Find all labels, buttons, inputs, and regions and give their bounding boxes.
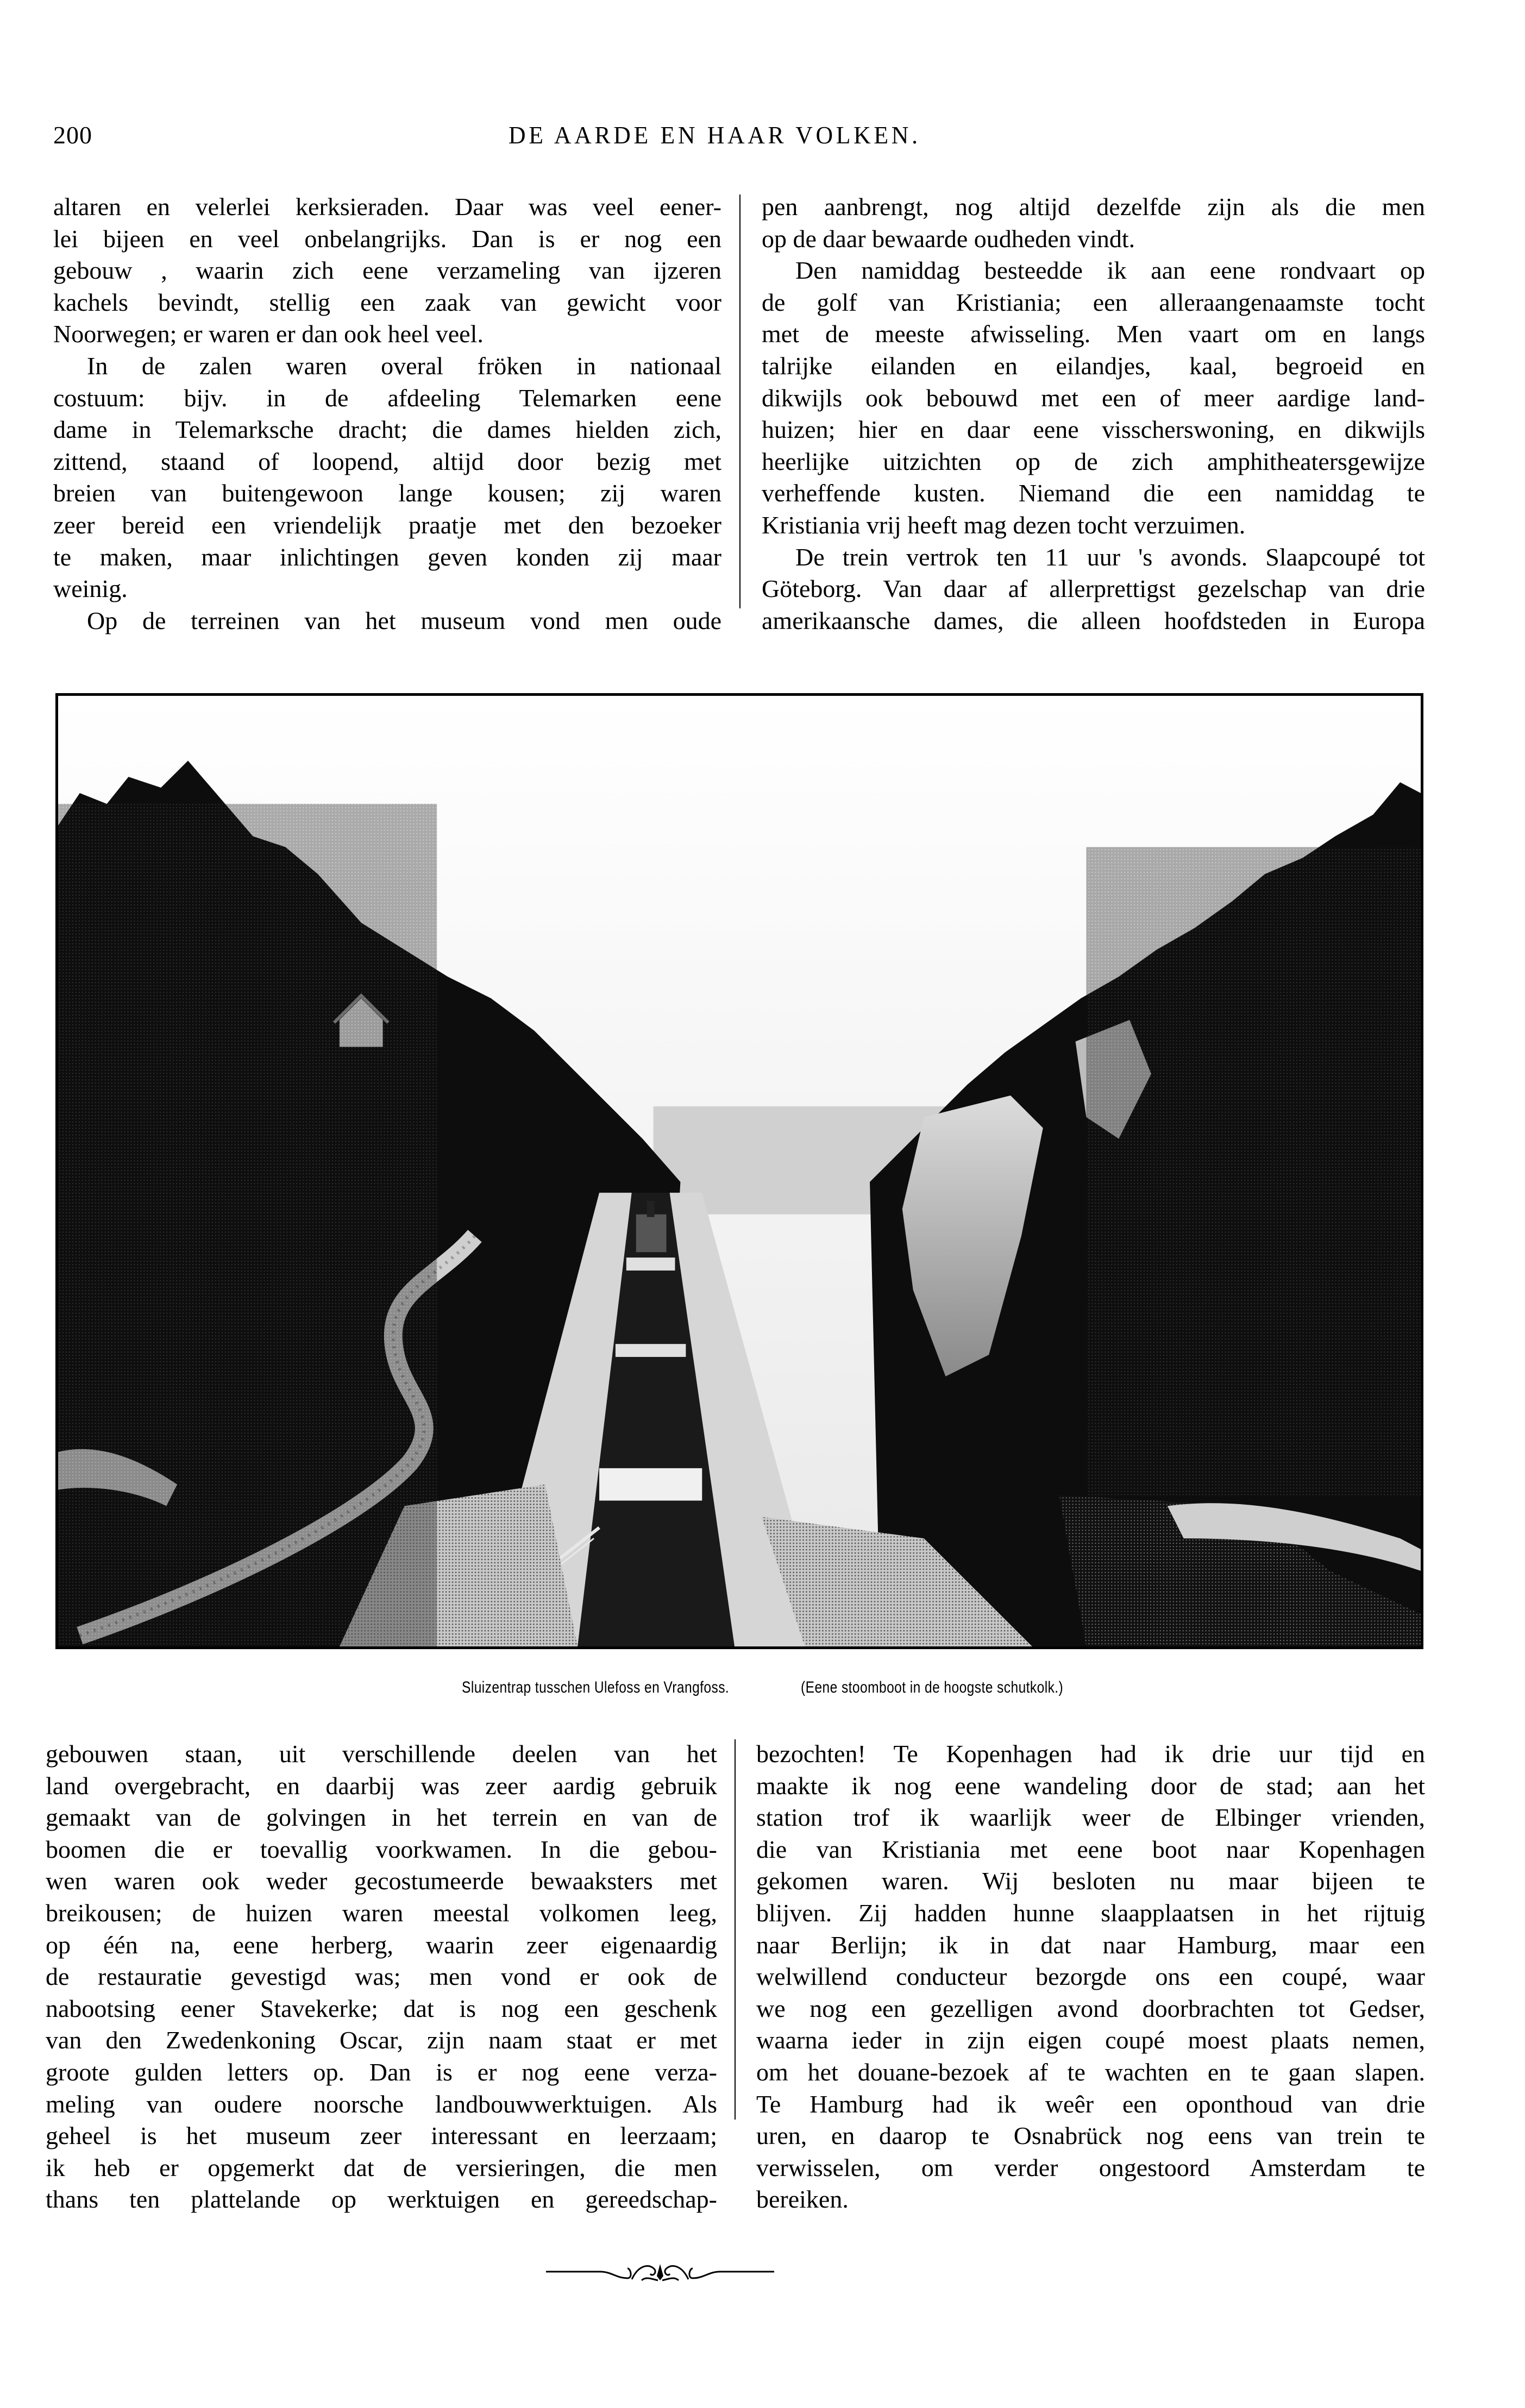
running-head: [53, 121, 1425, 153]
bottom-left-column: [46, 1738, 717, 2216]
text-line: zeer bereid een vriendelijk praatje met den bezoeker: [53, 511, 721, 539]
column-divider: [735, 1739, 736, 2120]
text-line: In de zalen waren overal fröken in nationaal: [87, 351, 721, 380]
caption-title: Sluizentrap tusschen Ulefoss en Vrangfoss.: [462, 1678, 730, 1696]
text-line: welwillend conducteur bezorgde ons een coupé, waar: [756, 1963, 1425, 1991]
text-line: ik heb er opgemerkt dat de versieringen, die men: [46, 2153, 717, 2181]
tailpiece-scroll-ornament-icon: [546, 2260, 774, 2284]
text-line: kachels bevindt, stellig een zaak van gewicht voor: [53, 288, 721, 316]
text-line: gebouwen staan, uit verschillende deelen van het: [46, 1740, 717, 1768]
text-line: breikousen; de huizen waren meestal volkomen leeg,: [46, 1898, 717, 1927]
text-line: gebouw , waarin zich eene verzameling van ijzeren: [53, 256, 721, 285]
text-line: die van Kristiania met eene boot naar Kopenhagen: [756, 1835, 1425, 1863]
text-line: huizen; hier en daar eene visscherswoning, en dikwijls: [762, 416, 1425, 444]
text-line: te maken, maar inlichtingen geven konden zij maar: [53, 543, 721, 571]
text-line: Te Hamburg had ik weêr een oponthoud van drie: [756, 2090, 1425, 2118]
text-line: heerlijke uitzichten op de zich amphitheatersgewijze: [762, 447, 1425, 475]
text-line: verwisselen, om verder ongestoord Amsterdam te: [756, 2153, 1425, 2181]
text-line: zittend, staand of loopend, altijd door bezig met: [53, 447, 721, 475]
text-line: Den namiddag besteedde ik aan eene rondvaart op: [795, 256, 1425, 285]
text-line: Op de terreinen van het museum vond men oude: [87, 606, 721, 634]
text-line: uren, en daarop te Osnabrück nog eens van trein te: [756, 2122, 1425, 2150]
text-line: weinig.: [53, 575, 128, 603]
top-right-column: [762, 191, 1425, 637]
text-line: de restauratie gevestigd was; men vond er ook de: [46, 1963, 717, 1991]
text-line: amerikaansche dames, die alleen hoofdsteden in Europa: [762, 606, 1425, 634]
page-number: 200: [53, 121, 92, 149]
text-line: van den Zwedenkoning Oscar, zijn naam staat er met: [46, 2026, 717, 2054]
text-line: naar Berlijn; ik in dat naar Hamburg, maar een: [756, 1931, 1425, 1959]
text-line: altaren en velerlei kerksieraden. Daar was veel eener-: [53, 193, 721, 221]
text-line: blijven. Zij hadden hunne slaapplaatsen in het rijtuig: [756, 1898, 1425, 1927]
text-line: bereiken.: [756, 2185, 849, 2214]
text-line: land overgebracht, en daarbij was zeer aardig gebruik: [46, 1771, 717, 1800]
text-line: maakte ik nog eene wandeling door de stad; aan het: [756, 1771, 1425, 1800]
figure-caption: [0, 1678, 1525, 1697]
top-left-column: [53, 191, 721, 637]
text-line: thans ten plattelande op werktuigen en gereedschap-: [46, 2185, 717, 2214]
column-divider: [739, 194, 740, 608]
text-line: op de daar bewaarde oudheden vindt.: [762, 224, 1135, 253]
text-line: costuum: bijv. in de afdeeling Telemarken eene: [53, 383, 721, 412]
text-line: met de meeste afwisseling. Men vaart om en langs: [762, 320, 1425, 348]
text-line: talrijke eilanden en eilandjes, kaal, begroeid en: [762, 351, 1425, 380]
text-line: waarna ieder in zijn eigen coupé moest plaats nemen,: [756, 2026, 1425, 2054]
text-line: op één na, eene herberg, waarin zeer eigenaardig: [46, 1931, 717, 1959]
text-line: breien van buitengewoon lange kousen; zij waren: [53, 479, 721, 507]
text-line: pen aanbrengt, nog altijd dezelfde zijn als die men: [762, 193, 1425, 221]
text-line: de golf van Kristiania; een alleraangenaamste tocht: [762, 288, 1425, 316]
text-line: station trof ik waarlijk weer de Elbinger vrienden,: [756, 1803, 1425, 1832]
text-line: nabootsing eener Stavekerke; dat is nog een geschenk: [46, 1994, 717, 2022]
text-line: wen waren ook weder gecostumeerde bewaaksters met: [46, 1867, 717, 1895]
bottom-right-column: [756, 1738, 1425, 2216]
text-line: Kristiania vrij heeft mag dezen tocht verzuimen.: [762, 511, 1246, 539]
text-line: dame in Telemarksche dracht; die dames hielden zich,: [53, 416, 721, 444]
text-line: meling van oudere noorsche landbouwwerktuigen. Als: [46, 2090, 717, 2118]
text-line: boomen die er toevallig voorkwamen. In die gebou-: [46, 1835, 717, 1863]
text-line: groote gulden letters op. Dan is er nog eene verza-: [46, 2058, 717, 2086]
landscape-photo-illustration: [58, 696, 1421, 1646]
text-line: De trein vertrok ten 11 uur 's avonds. Slaapcoupé tot: [795, 543, 1425, 571]
text-line: geheel is het museum zeer interessant en leerzaam;: [46, 2122, 717, 2150]
text-line: gemaakt van de golvingen in het terrein en van de: [46, 1803, 717, 1832]
text-line: gekomen waren. Wij besloten nu maar bijeen te: [756, 1867, 1425, 1895]
text-line: om het douane-bezoek af te wachten en te gaan slapen.: [756, 2058, 1425, 2086]
text-line: dikwijls ook bebouwd met een of meer aardige land-: [762, 383, 1425, 412]
text-line: Göteborg. Van daar af allerprettigst gezelschap van drie: [762, 575, 1425, 603]
text-line: lei bijeen en veel onbelangrijks. Dan is er nog een: [53, 224, 721, 253]
text-line: bezochten! Te Kopenhagen had ik drie uur tijd en: [756, 1740, 1425, 1768]
journal-title: DE AARDE EN HAAR VOLKEN.: [509, 121, 921, 149]
text-line: Noorwegen; er waren er dan ook heel veel.: [53, 320, 484, 348]
text-line: we nog een gezelligen avond doorbrachten tot Gedser,: [756, 1994, 1425, 2022]
text-line: verheffende kusten. Niemand die een namiddag te: [762, 479, 1425, 507]
caption-note: (Eene stoomboot in de hoogste schutkolk.): [801, 1678, 1064, 1696]
photo-lock-staircase: [55, 693, 1423, 1649]
